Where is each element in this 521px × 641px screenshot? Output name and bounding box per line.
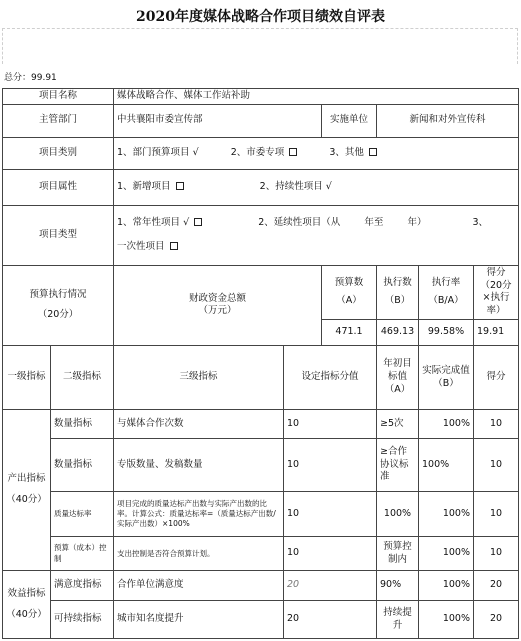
budget-amount-value: 471.1	[322, 320, 377, 346]
score-cell: 10	[474, 492, 519, 537]
type-opt3-number: 3、	[472, 216, 489, 228]
score-cell: 10	[474, 439, 519, 492]
actual-cell: 100%	[419, 410, 474, 439]
output-level1-label: 产出指标	[7, 473, 46, 485]
effect-level1-score: （40分）	[6, 608, 47, 620]
target-cell: 20	[284, 601, 377, 639]
attribute-label: 项目属性	[3, 169, 114, 205]
project-name-value: 媒体战略合作、媒体工作站补助	[114, 89, 519, 105]
evaluation-table	[2, 88, 519, 639]
row-category	[3, 137, 519, 169]
checkbox-icon	[369, 148, 377, 156]
row-type	[3, 205, 519, 265]
score-cell: 20	[474, 601, 519, 639]
execution-rate-title: 执行率	[431, 276, 461, 288]
implementing-unit-label: 实施单位	[322, 104, 377, 137]
level2-cell: 满意度指标	[51, 571, 114, 601]
category-opt-dept-budget: 1、部门预算项目	[117, 146, 190, 158]
level2-cell: 质量达标率	[51, 492, 114, 537]
table-row	[3, 439, 519, 492]
funds-unit: （万元）	[198, 305, 237, 317]
category-label: 项目类别	[3, 137, 114, 169]
page-title: 2020年度媒体战略合作项目绩效自评表	[136, 9, 385, 25]
level2-cell: 数量指标	[51, 410, 114, 439]
annual-target-title: 年初目标值	[383, 358, 412, 383]
level3-cell: 合作单位满意度	[114, 571, 284, 601]
actual-cell: 100%	[419, 601, 474, 639]
attribute-check-mark: √	[325, 180, 332, 192]
annual-target-sub: （A）	[384, 383, 411, 395]
row-department	[3, 104, 519, 137]
type-opt-extended: 2、延续性项目（从	[258, 216, 341, 228]
attribute-opt-continuing: 2、持续性项目	[259, 180, 323, 192]
type-year-from: 年至	[364, 216, 384, 228]
category-options	[114, 137, 519, 169]
executed-value: 469.13	[377, 320, 419, 346]
budget-score-value: 19.91	[474, 320, 519, 346]
target-cell: 10	[284, 410, 377, 439]
level2-cell: 可持续指标	[51, 601, 114, 639]
actual-title: 实际完成值	[422, 364, 470, 376]
funds-label-text: 财政资金总额	[189, 292, 247, 304]
budget-score-note: （20分）	[37, 309, 79, 321]
attribute-options	[114, 169, 519, 205]
budget-amount-header	[322, 265, 377, 319]
header-area	[2, 28, 518, 64]
level2-cell: 数量指标	[51, 439, 114, 492]
category-check-mark: √	[192, 146, 199, 158]
output-level1	[3, 410, 51, 571]
level3-cell: 城市知名度提升	[114, 601, 284, 639]
checkbox-icon	[289, 148, 297, 156]
executed-header	[377, 265, 419, 319]
row-indicator-header	[3, 346, 519, 410]
target-cell: 20	[284, 571, 377, 601]
score-cell: 10	[474, 410, 519, 439]
type-year-to: 年）	[407, 216, 427, 228]
actual-header	[419, 346, 474, 410]
row-budget-header	[3, 265, 519, 319]
type-check-mark: √	[183, 216, 190, 228]
row-project-name	[3, 89, 519, 105]
annual-cell: 预算控制内	[377, 537, 419, 571]
table-row	[3, 537, 519, 571]
actual-cell: 100%	[419, 571, 474, 601]
budget-label-text: 预算执行情况	[29, 288, 87, 300]
budget-score-header: 得分（20分×执行率）	[474, 265, 519, 319]
type-opt-one-off: 一次性项目	[117, 241, 165, 253]
budget-label	[3, 265, 114, 345]
annual-cell: 90%	[377, 571, 419, 601]
implementing-unit-value: 新闻和对外宣传科	[377, 104, 519, 137]
score-header: 得分	[474, 346, 519, 410]
table-row	[3, 410, 519, 439]
checkbox-icon	[170, 242, 178, 250]
annual-cell: 100%	[377, 492, 419, 537]
funds-label	[114, 265, 322, 345]
execution-rate-value: 99.58%	[419, 320, 474, 346]
budget-amount-sub: （A）	[336, 295, 362, 307]
score-cell: 10	[474, 537, 519, 571]
execution-rate-sub: （B/A）	[428, 295, 464, 307]
executed-sub: （B）	[384, 295, 411, 307]
category-opt-special: 2、市委专项	[230, 146, 285, 158]
actual-sub: （B）	[433, 377, 459, 389]
budget-amount-title: 预算数	[334, 276, 364, 288]
type-label: 项目类型	[3, 205, 114, 265]
department-label: 主管部门	[3, 104, 114, 137]
table-row	[3, 571, 519, 601]
level2-cell: 预算（成本）控制	[51, 537, 114, 571]
annual-cell: ≥合作协议标准	[377, 439, 419, 492]
effect-level1-label: 效益指标	[7, 587, 46, 599]
target-cell: 10	[284, 492, 377, 537]
level3-cell: 与媒体合作次数	[114, 410, 284, 439]
category-opt-other: 3、其他	[329, 146, 364, 158]
checkbox-icon	[194, 218, 202, 226]
level3-cell: 项目完成的质量达标产出数与实际产出数的比率。计算公式：质量达标率=（质量达标产出数/实际产出数）×100%	[114, 492, 284, 537]
level1-header: 一级指标	[3, 346, 51, 410]
annual-cell: ≥5次	[377, 410, 419, 439]
total-score: 总分：99.91	[4, 73, 57, 83]
executed-title: 执行数	[383, 276, 412, 288]
actual-cell: 100%	[419, 492, 474, 537]
level3-cell: 专版数量、发稿数量	[114, 439, 284, 492]
checkbox-icon	[176, 182, 184, 190]
effect-level1	[3, 571, 51, 639]
level3-header: 三级指标	[114, 346, 284, 410]
row-attribute	[3, 169, 519, 205]
annual-cell: 持续提升	[377, 601, 419, 639]
type-opt-annual: 1、常年性项目	[117, 216, 181, 228]
level2-header: 二级指标	[51, 346, 114, 410]
target-cell: 10	[284, 537, 377, 571]
type-options	[114, 205, 519, 265]
actual-cell: 100%	[419, 439, 474, 492]
annual-target-header	[377, 346, 419, 410]
table-row	[3, 492, 519, 537]
score-cell: 20	[474, 571, 519, 601]
attribute-opt-new: 1、新增项目	[117, 180, 171, 192]
target-cell: 10	[284, 439, 377, 492]
department-value: 中共襄阳市委宣传部	[114, 104, 322, 137]
execution-rate-header	[419, 265, 474, 319]
output-level1-score: （40分）	[6, 494, 47, 506]
level3-cell: 支出控制是否符合预算计划。	[114, 537, 284, 571]
target-score-header: 设定指标分值	[284, 346, 377, 410]
table-row	[3, 601, 519, 639]
actual-cell: 100%	[419, 537, 474, 571]
project-name-label: 项目名称	[3, 89, 114, 105]
